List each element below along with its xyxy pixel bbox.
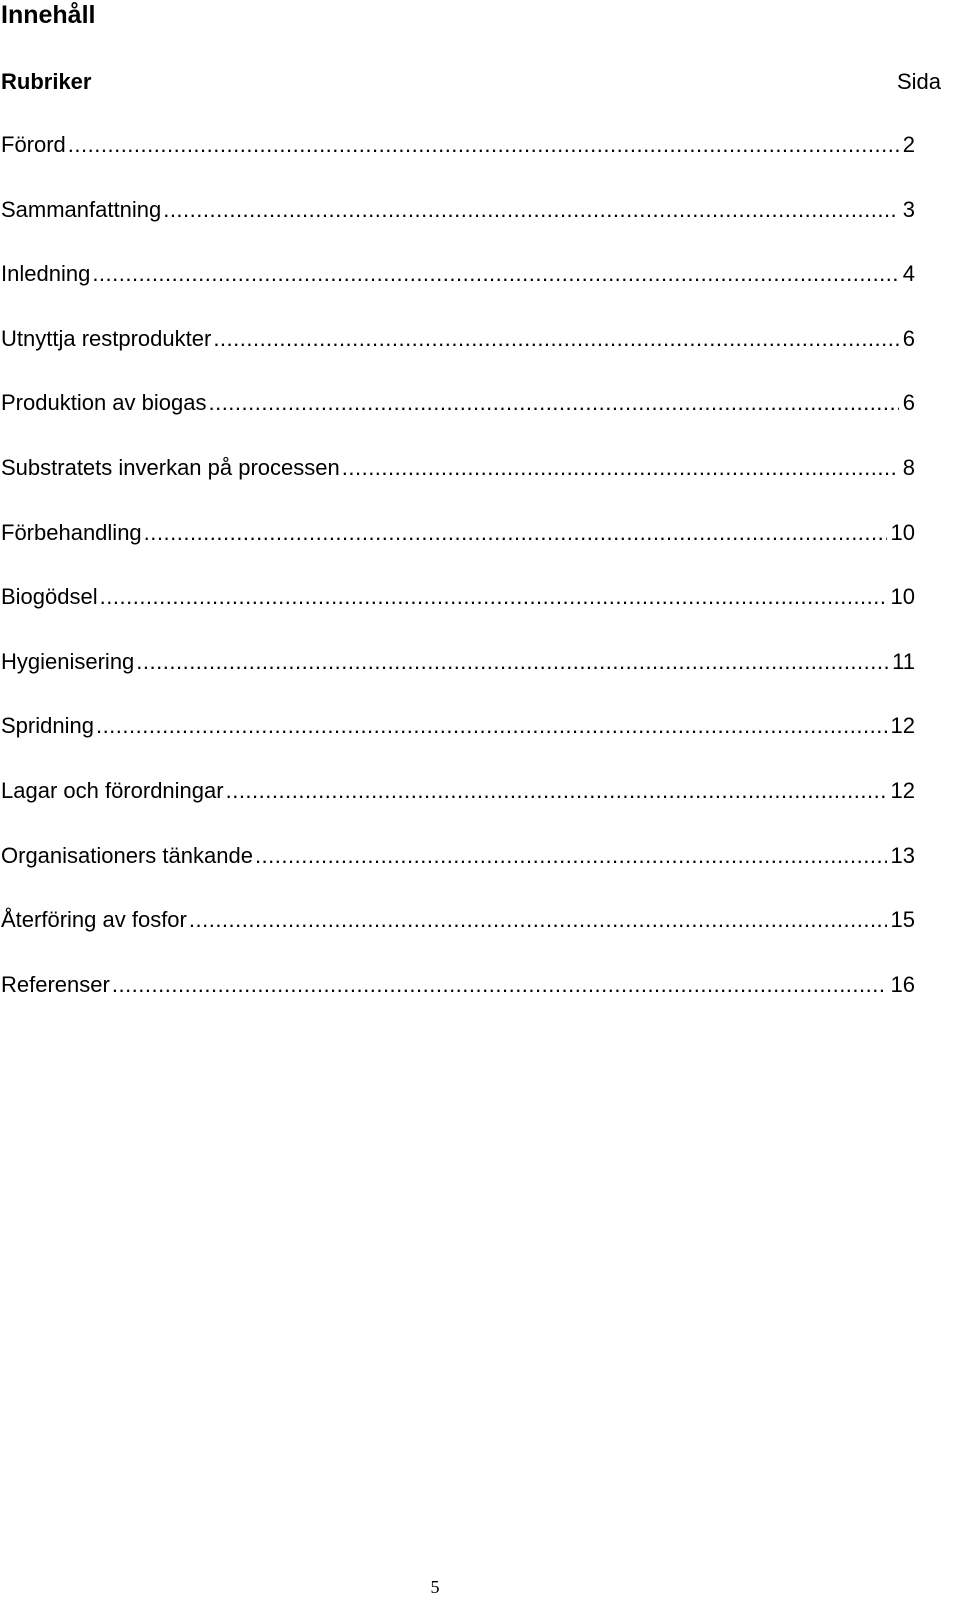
- toc-entry[interactable]: [1, 520, 915, 585]
- toc-entry-title: Utnyttja restprodukter: [1, 325, 212, 351]
- toc-entry[interactable]: [1, 584, 915, 649]
- toc-entry-title: Referenser: [1, 971, 110, 997]
- toc-leader-dots: [112, 972, 887, 998]
- toc-entry[interactable]: [1, 455, 915, 520]
- toc-entry-title: Hygienisering: [1, 648, 135, 674]
- toc-entry-title: Spridning: [1, 713, 94, 739]
- toc-entry-title: Lagar och förordningar: [1, 777, 224, 803]
- toc-leader-dots: [208, 390, 898, 416]
- toc-entry-title: Inledning: [1, 261, 91, 287]
- toc-entry-title: Förbehandling: [1, 519, 142, 545]
- toc-leader-dots: [189, 907, 887, 933]
- toc-entry[interactable]: [1, 907, 915, 972]
- toc-entry-page: 12: [890, 713, 915, 739]
- toc-leader-dots: [136, 649, 888, 675]
- page-title: Innehåll: [1, 1, 96, 29]
- toc-entry-title: Substratets inverkan på processen: [1, 454, 340, 480]
- table-of-contents: [1, 132, 915, 1036]
- toc-entry-page: 2: [902, 132, 915, 157]
- toc-entry-title: Biogödsel: [1, 584, 98, 610]
- toc-entry[interactable]: [1, 326, 915, 391]
- toc-entry-page: 8: [902, 454, 915, 480]
- toc-entry-title: Organisationers tänkande: [1, 842, 253, 868]
- toc-entry[interactable]: [1, 649, 915, 714]
- toc-entry-page: 3: [902, 196, 915, 222]
- toc-entry[interactable]: [1, 972, 915, 1037]
- toc-leader-dots: [92, 261, 898, 287]
- toc-entry[interactable]: [1, 778, 915, 843]
- toc-leader-dots: [96, 713, 887, 739]
- footer-page-number: 5: [430, 1577, 440, 1597]
- toc-leader-dots: [255, 843, 887, 869]
- toc-entry-page: 4: [902, 261, 915, 287]
- column-header-page: Sida: [896, 69, 941, 94]
- toc-leader-dots: [163, 197, 899, 223]
- toc-leader-dots: [213, 326, 898, 352]
- toc-entry-title: Produktion av biogas: [1, 390, 207, 416]
- toc-entry-page: 15: [890, 907, 915, 933]
- toc-entry-page: 10: [890, 584, 915, 610]
- toc-entry[interactable]: [1, 390, 915, 455]
- column-header-headings: Rubriker: [1, 69, 92, 94]
- toc-entry-page: 16: [890, 971, 915, 997]
- toc-leader-dots: [144, 520, 887, 546]
- toc-entry-page: 13: [890, 842, 915, 868]
- toc-entry[interactable]: [1, 132, 915, 197]
- toc-leader-dots: [68, 132, 899, 158]
- toc-entry-page: 12: [890, 777, 915, 803]
- toc-entry-title: Sammanfattning: [1, 196, 162, 222]
- toc-entry-page: 10: [890, 519, 915, 545]
- toc-leader-dots: [226, 778, 887, 804]
- toc-leader-dots: [100, 584, 887, 610]
- toc-entry[interactable]: [1, 713, 915, 778]
- toc-entry-title: Återföring av fosfor: [1, 907, 187, 933]
- toc-entry[interactable]: [1, 843, 915, 908]
- toc-entry-page: 6: [902, 325, 915, 351]
- toc-leader-dots: [342, 455, 899, 481]
- toc-entry-title: Förord: [1, 132, 66, 157]
- toc-entry[interactable]: [1, 197, 915, 262]
- toc-entry-page: 6: [902, 390, 915, 416]
- toc-entry-page: 11: [892, 648, 915, 674]
- toc-entry[interactable]: [1, 261, 915, 326]
